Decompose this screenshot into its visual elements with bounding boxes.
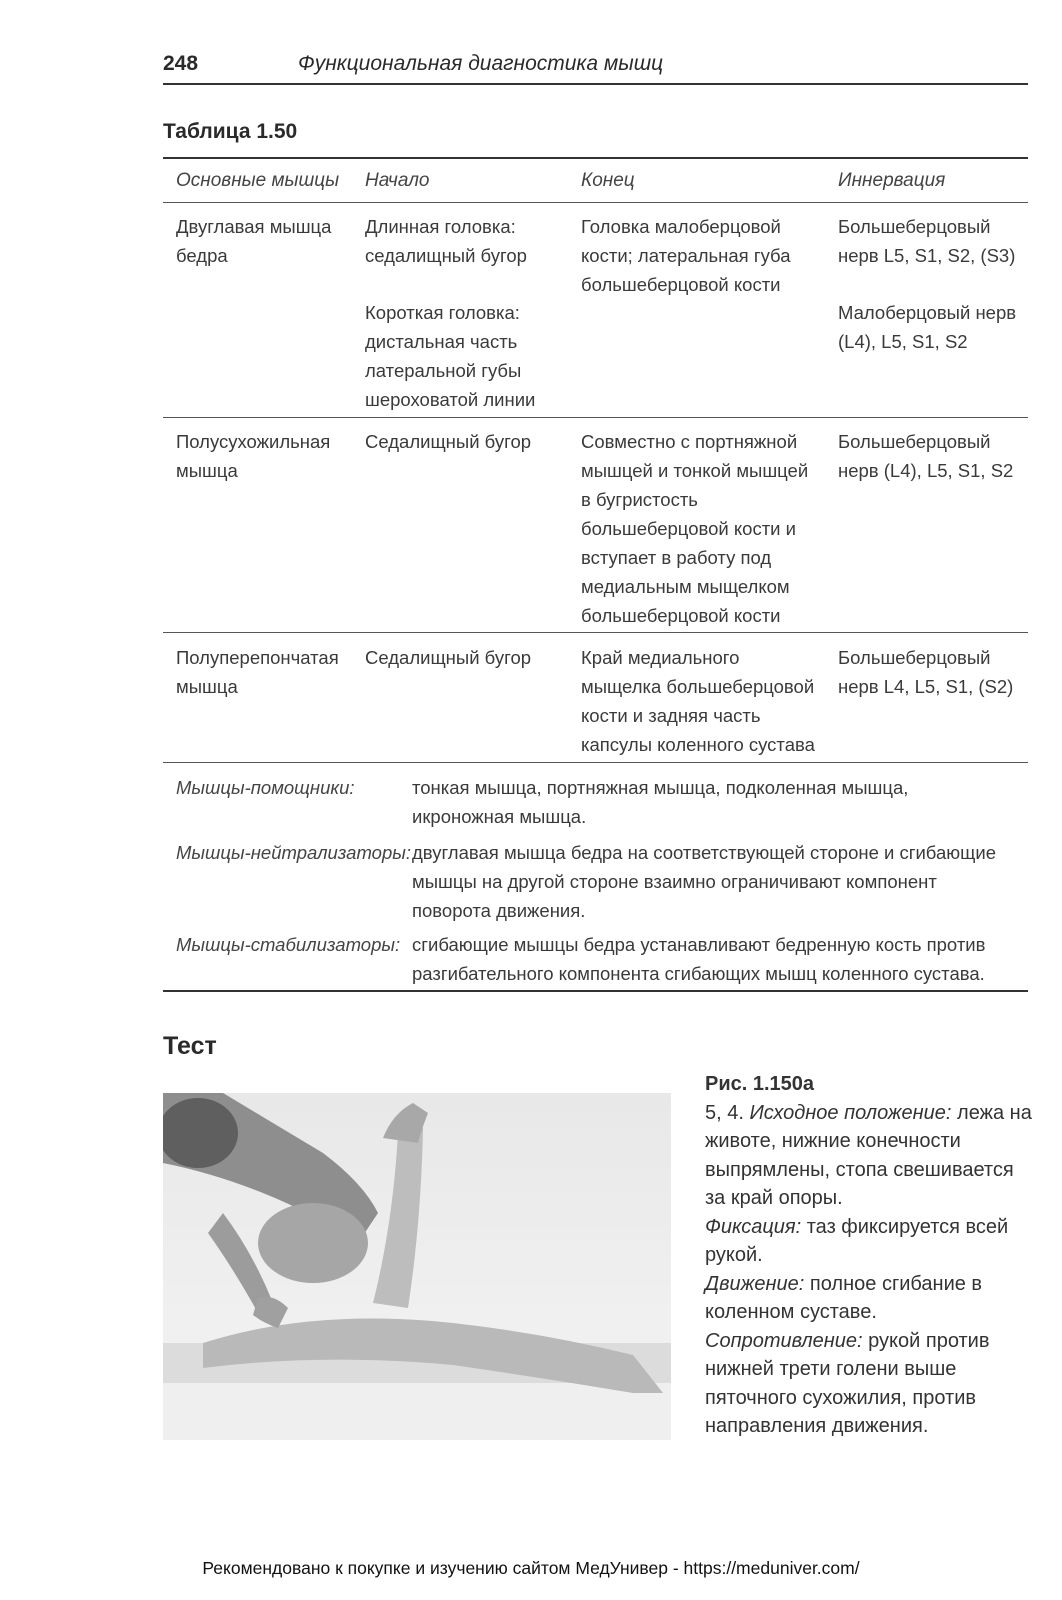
row-rule bbox=[163, 762, 1028, 763]
table-cell-origin: Седалищный бугор bbox=[365, 431, 532, 452]
table-cell-origin: Короткая головка: дистальная часть латеральной губы шероховатой линии bbox=[365, 302, 536, 410]
section-heading: Тест bbox=[163, 1032, 217, 1060]
neutralizer-muscles-label: Мышцы-нейтрализаторы: bbox=[176, 842, 411, 863]
table-cell-innervation: Большеберцовый нерв L5, S1, S2, (S3) bbox=[838, 216, 1016, 266]
column-header-innervation: Иннервация bbox=[838, 170, 946, 191]
header-row-rule bbox=[163, 202, 1028, 203]
column-header-muscle: Основные мышцы bbox=[176, 170, 340, 191]
table-cell-innervation: Малоберцовый нерв (L4), L5, S1, S2 bbox=[838, 302, 1017, 352]
table-top-rule bbox=[163, 157, 1028, 159]
table-bottom-rule bbox=[163, 990, 1028, 992]
caption-body bbox=[705, 1099, 1035, 1441]
stabilizer-muscles-label: Мышцы-стабилизаторы: bbox=[176, 934, 401, 955]
assistant-muscles-text: тонкая мышца, портняжная мышца, подколенная мышца, икроножная мышца. bbox=[412, 777, 909, 827]
start-position-text: лежа на животе, нижние конечности выпрямлены, стопа свешивается за край опоры. bbox=[705, 1101, 1032, 1209]
grade-text: 5, 4. bbox=[705, 1101, 744, 1124]
row-rule bbox=[163, 632, 1028, 633]
table-cell-insertion: Край медиального мыщелка большеберцовой кости и задняя часть капсулы коленного сустава bbox=[581, 647, 815, 755]
table-cell-muscle: Полусухожильная мышца bbox=[176, 431, 331, 481]
table-cell-origin: Седалищный бугор bbox=[365, 647, 532, 668]
assistant-muscles-label: Мышцы-помощники: bbox=[176, 777, 355, 798]
table-cell-muscle: Полуперепончатая мышца bbox=[176, 647, 339, 697]
header-rule bbox=[163, 83, 1028, 85]
start-position-label: Исходное положение: bbox=[749, 1101, 952, 1124]
table-cell-insertion: Совместно с портняжной мышцей и тонкой мышцей в бугристость большеберцовой кости и вступает в работу под медиальным мыщелком большеберцовой кости bbox=[581, 431, 809, 626]
table-cell-innervation: Большеберцовый нерв L4, L5, S1, (S2) bbox=[838, 647, 1014, 697]
neutralizer-muscles-text: двуглавая мышца бедра на соответствующей стороне и сгибающие мышцы на другой стороне взаимно ограничивают компонент поворота движения. bbox=[412, 842, 996, 921]
movement-text: полное сгибание в коленном суставе. bbox=[705, 1272, 983, 1323]
resistance-text: рукой против нижней трети голени выше пяточного сухожилия, против направления движения. bbox=[705, 1329, 990, 1437]
column-header-insertion: Конец bbox=[581, 170, 635, 191]
row-rule bbox=[163, 417, 1028, 418]
fixation-text: таз фиксируется всей рукой. bbox=[705, 1215, 1009, 1266]
column-header-origin: Начало bbox=[365, 170, 430, 191]
test-photo bbox=[163, 1093, 671, 1440]
figure-label: Рис. 1.150а bbox=[705, 1073, 815, 1095]
fixation-label: Фиксация: bbox=[705, 1215, 802, 1238]
table-title: Таблица 1.50 bbox=[163, 120, 298, 143]
movement-label: Движение: bbox=[705, 1272, 805, 1295]
stabilizer-muscles-text: сгибающие мышцы бедра устанавливают бедренную кость против разгибательного компонента сгибающих мышц коленного сустава. bbox=[412, 934, 986, 984]
running-title: Функциональная диагностика мышц bbox=[298, 52, 664, 75]
table-cell-origin: Длинная головка: седалищный бугор bbox=[365, 216, 527, 266]
footer-text: Рекомендовано к покупке и изучению сайтом МедУнивер - https://meduniver.com/ bbox=[202, 1558, 860, 1578]
table-cell-muscle: Двуглавая мышца бедра bbox=[176, 216, 332, 266]
figure-caption bbox=[705, 1070, 1035, 1441]
page-number: 248 bbox=[163, 52, 199, 75]
resistance-label: Сопротивление: bbox=[705, 1329, 863, 1352]
table-cell-innervation: Большеберцовый нерв (L4), L5, S1, S2 bbox=[838, 431, 1014, 481]
table-cell-insertion: Головка малоберцовой кости; латеральная губа большеберцовой кости bbox=[581, 216, 791, 295]
